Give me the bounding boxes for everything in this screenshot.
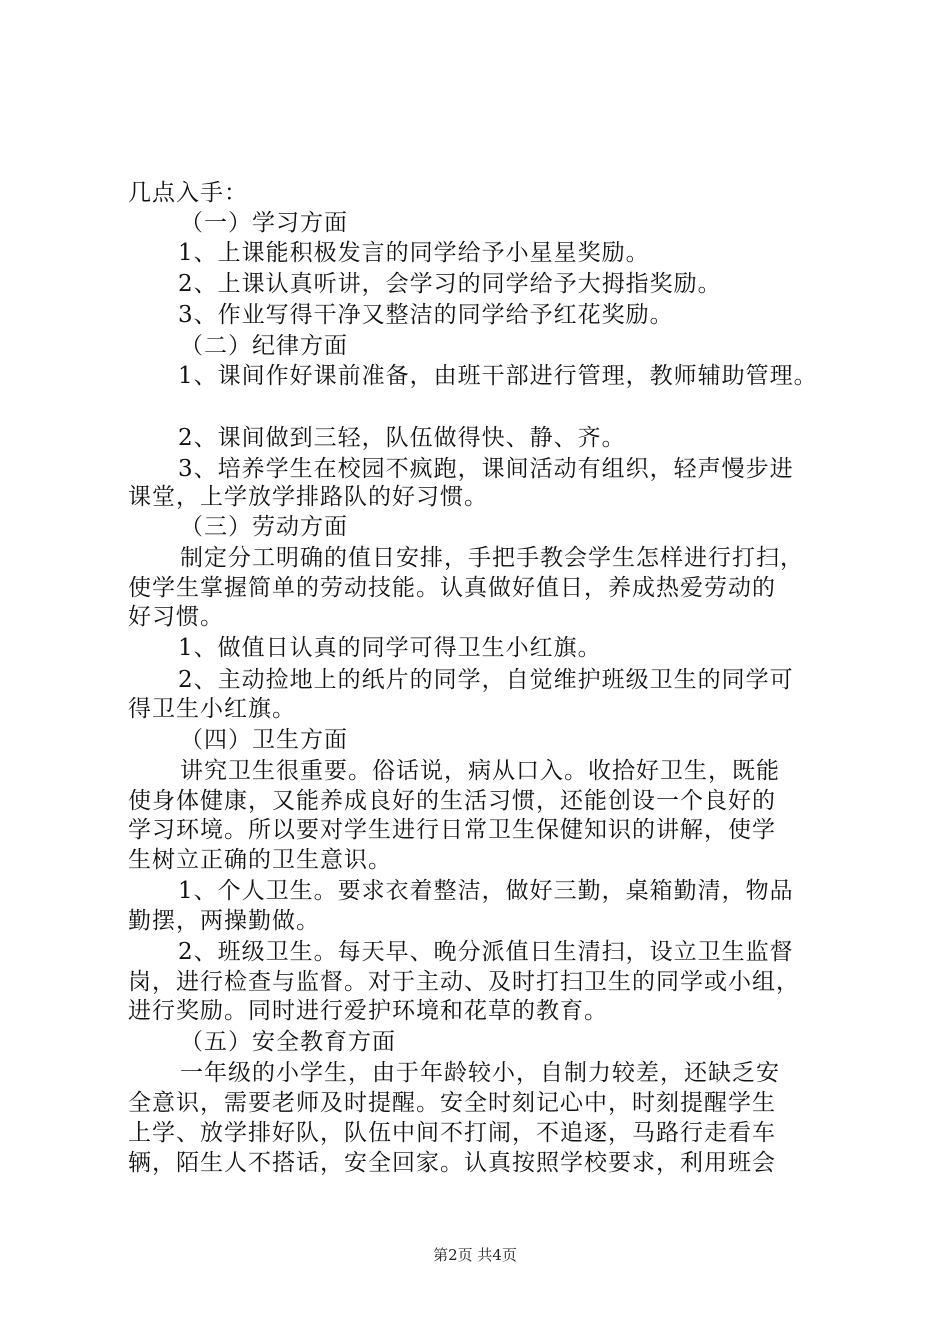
- section-heading: （一）学习方面: [180, 210, 348, 236]
- text-line: 全意识，需要老师及时提醒。安全时刻记心中，时刻提醒学生: [128, 1090, 776, 1116]
- text-line: 1、个人卫生。要求衣着整洁，做好三勤，桌箱勤清，物品: [178, 878, 794, 904]
- text-line: 勤摆，两操勤做。: [128, 908, 320, 934]
- text-line: 一年级的小学生，由于年龄较小，自制力较差，还缺乏安: [180, 1060, 780, 1086]
- text-line: 3、培养学生在校园不疯跑，课间活动有组织，轻声慢步进: [178, 456, 794, 482]
- text-line: 辆，陌生人不搭话，安全回家。认真按照学校要求，利用班会: [128, 1150, 776, 1176]
- text-line: 使学生掌握简单的劳动技能。认真做好值日，养成热爱劳动的: [128, 575, 776, 601]
- text-line: 学习环境。所以要对学生进行日常卫生保健知识的讲解，使学: [128, 817, 776, 843]
- text-line: 使身体健康，又能养成良好的生活习惯，还能创设一个良好的: [128, 788, 776, 814]
- text-line: 1、课间作好课前准备，由班干部进行管理，教师辅助管理。: [178, 363, 818, 389]
- text-line: 生树立正确的卫生意识。: [128, 847, 392, 873]
- page-number: 第2页 共4页: [433, 1246, 517, 1264]
- section-heading: （五）安全教育方面: [180, 1029, 396, 1055]
- text-line: 岗，进行检查与监督。对于主动、及时打扫卫生的同学或小组，: [128, 969, 800, 995]
- text-line: 几点入手：: [128, 180, 248, 206]
- section-heading: （三）劳动方面: [180, 514, 348, 540]
- text-line: 得卫生小红旗。: [128, 696, 296, 722]
- text-line: 2、上课认真听讲，会学习的同学给予大拇指奖励。: [178, 271, 722, 297]
- text-line: 1、上课能积极发言的同学给予小星星奖励。: [178, 240, 650, 266]
- text-line: 2、主动捡地上的纸片的同学，自觉维护班级卫生的同学可: [178, 667, 794, 693]
- text-line: 上学、放学排好队，队伍中间不打闹，不追逐，马路行走看车: [128, 1120, 776, 1146]
- text-line: 2、班级卫生。每天早、晚分派值日生清扫，设立卫生监督: [178, 939, 794, 965]
- text-line: 1、做值日认真的同学可得卫生小红旗。: [178, 635, 602, 661]
- section-heading: （二）纪律方面: [180, 333, 348, 359]
- text-line: 进行奖励。同时进行爱护环境和花草的教育。: [128, 998, 608, 1024]
- text-line: 3、作业写得干净又整洁的同学给予红花奖励。: [178, 302, 674, 328]
- text-line: 讲究卫生很重要。俗话说，病从口入。收拾好卫生，既能: [180, 758, 780, 784]
- text-line: 好习惯。: [128, 604, 224, 630]
- section-heading: （四）卫生方面: [180, 727, 348, 753]
- text-line: 课堂，上学放学排路队的好习惯。: [128, 484, 488, 510]
- text-line: 制定分工明确的值日安排，手把手教会学生怎样进行打扫，: [180, 545, 804, 571]
- text-line: 2、课间做到三轻，队伍做得快、静、齐。: [178, 425, 626, 451]
